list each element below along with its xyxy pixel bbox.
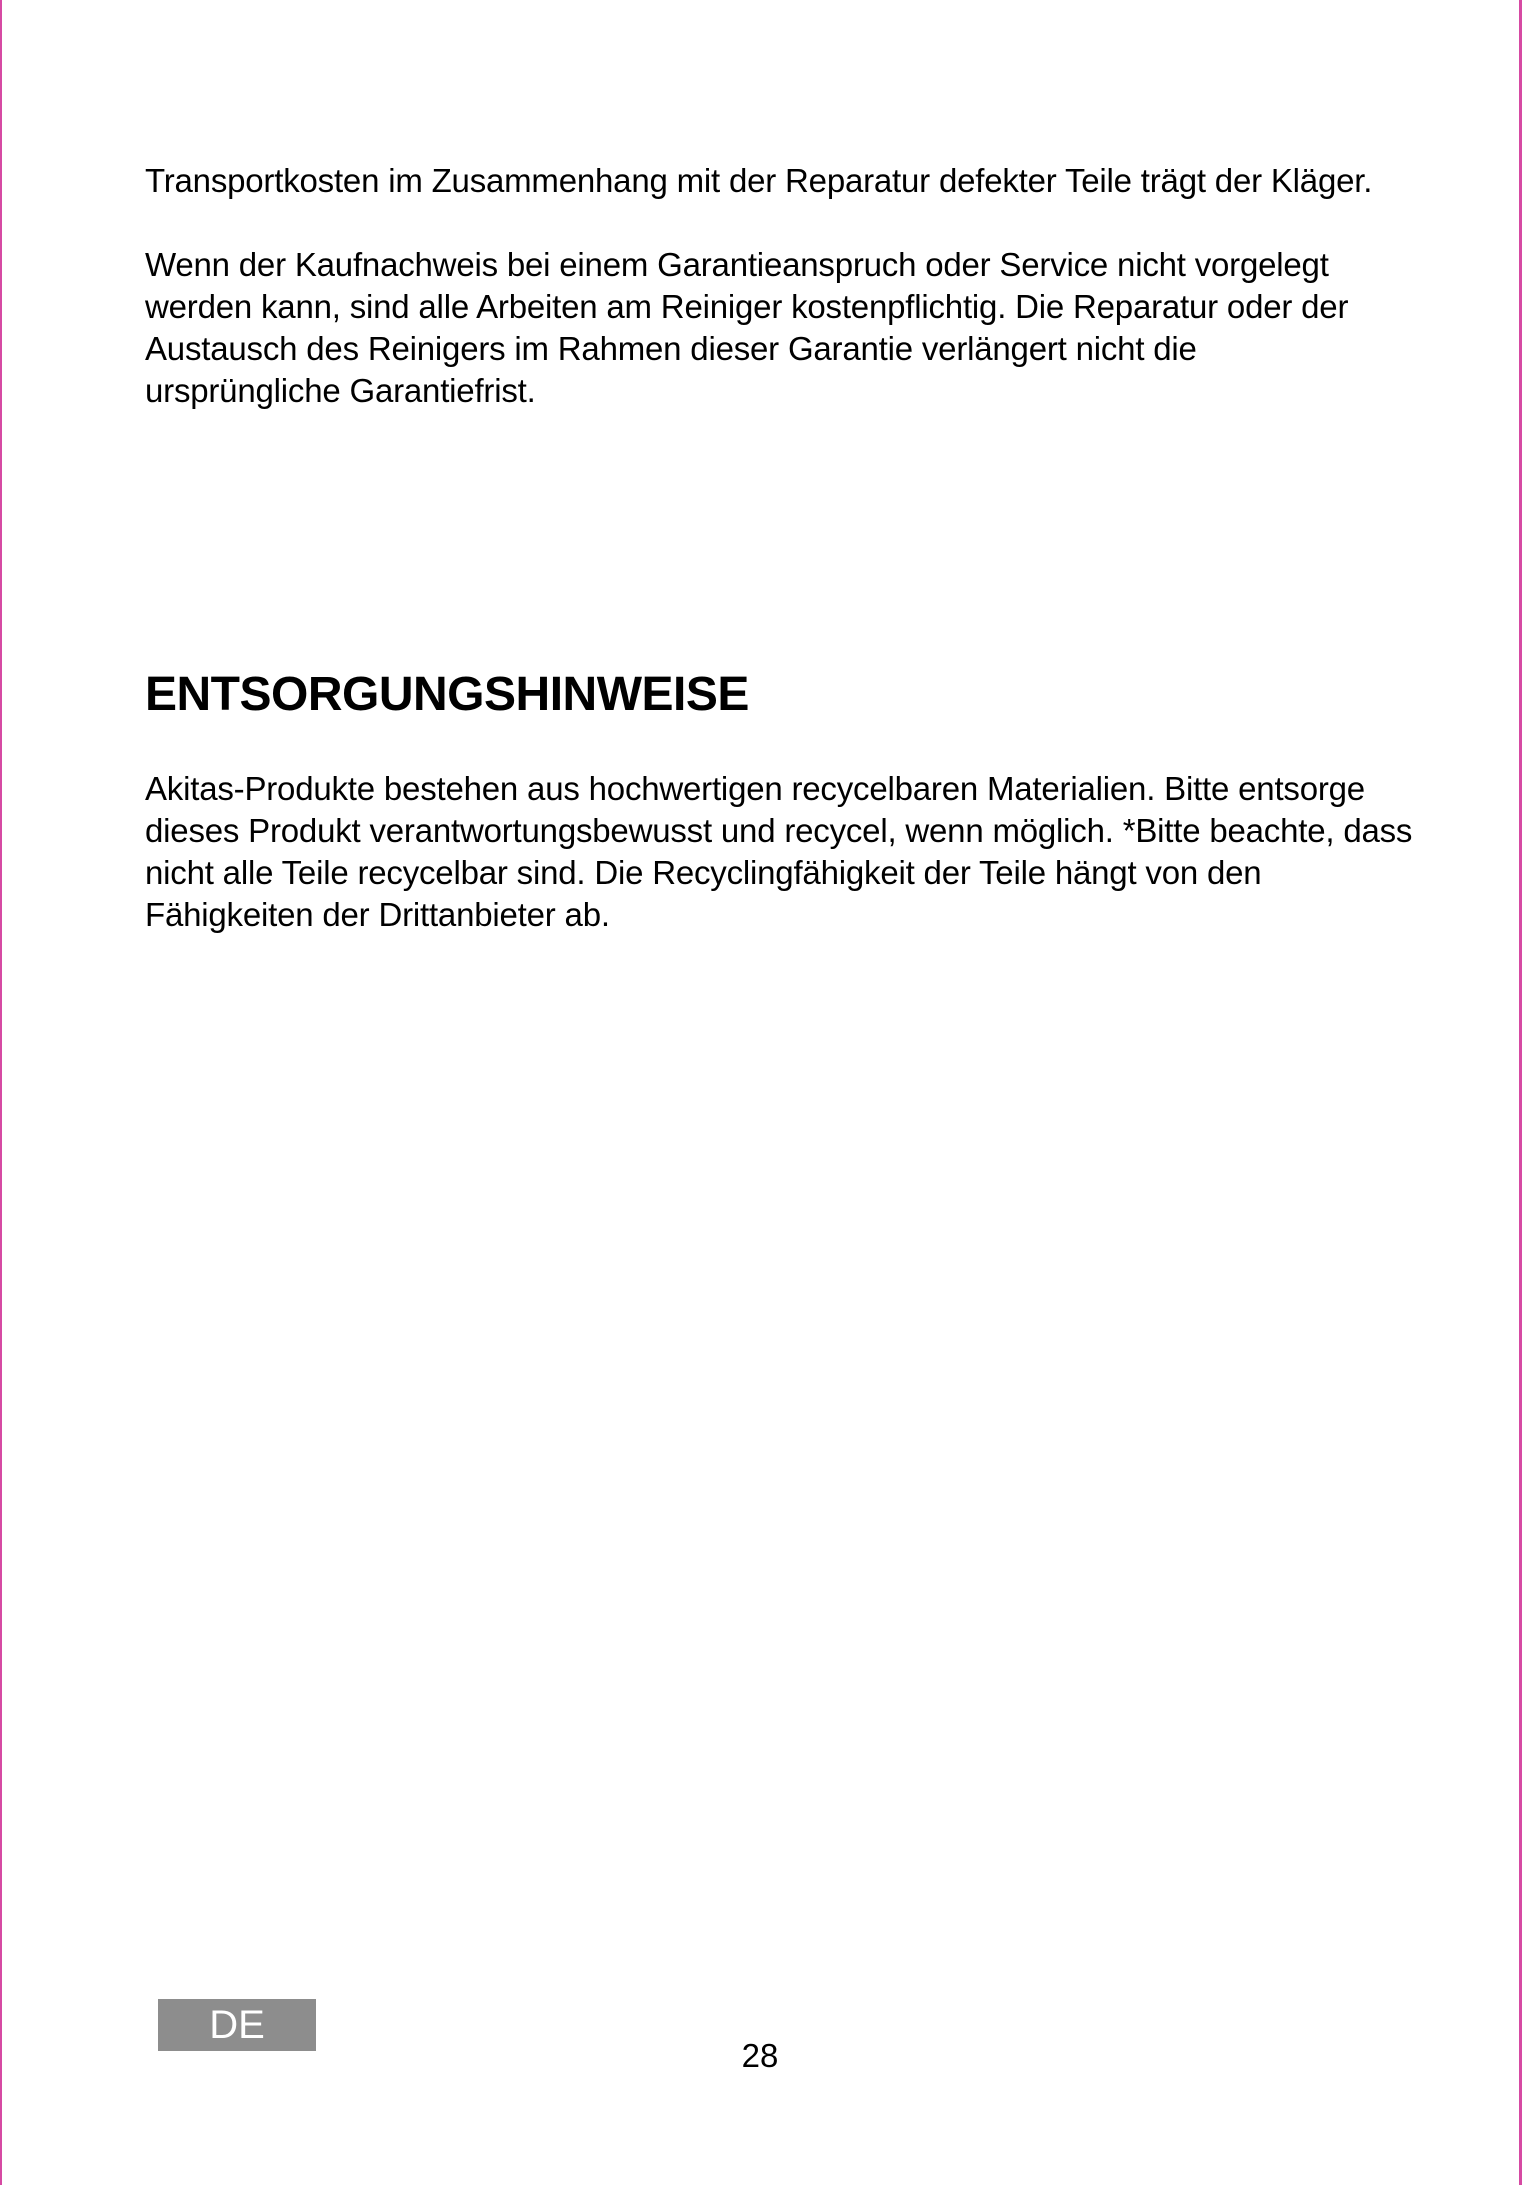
section-heading-disposal: ENTSORGUNGSHINWEISE xyxy=(145,668,749,721)
intro-text-block xyxy=(145,160,1415,412)
page-border-left xyxy=(0,0,2,2185)
page-number: 28 xyxy=(741,2037,779,2074)
intro-paragraph-transport-costs: Transportkosten im Zusammenhang mit der Reparatur defekter Teile trägt der Kläger. xyxy=(145,162,1373,199)
page-border-right xyxy=(1519,0,1522,2185)
language-badge: DE xyxy=(158,1999,316,2051)
disposal-paragraph: Akitas-Produkte bestehen aus hochwertigen recycelbaren Materialien. Bitte entsorge dieses Produkt verantwortungsbewusst und recycel, wenn möglich. *Bitte beachte, dass nicht alle Teile recycelbar sind. Die Recyclingfähigkeit der Teile hängt von den Fähigkeiten der Drittanbieter ab. xyxy=(145,770,1413,933)
intro-paragraph-proof-of-purchase: Wenn der Kaufnachweis bei einem Garantieanspruch oder Service nicht vorgelegt werden kann, sind alle Arbeiten am Reiniger kostenpflichtig. Die Reparatur oder der Austausch des Reinigers im Rahmen dieser Garantie verlängert nicht die ursprüngliche Garantiefrist. xyxy=(145,246,1349,409)
disposal-text-block xyxy=(145,768,1415,936)
